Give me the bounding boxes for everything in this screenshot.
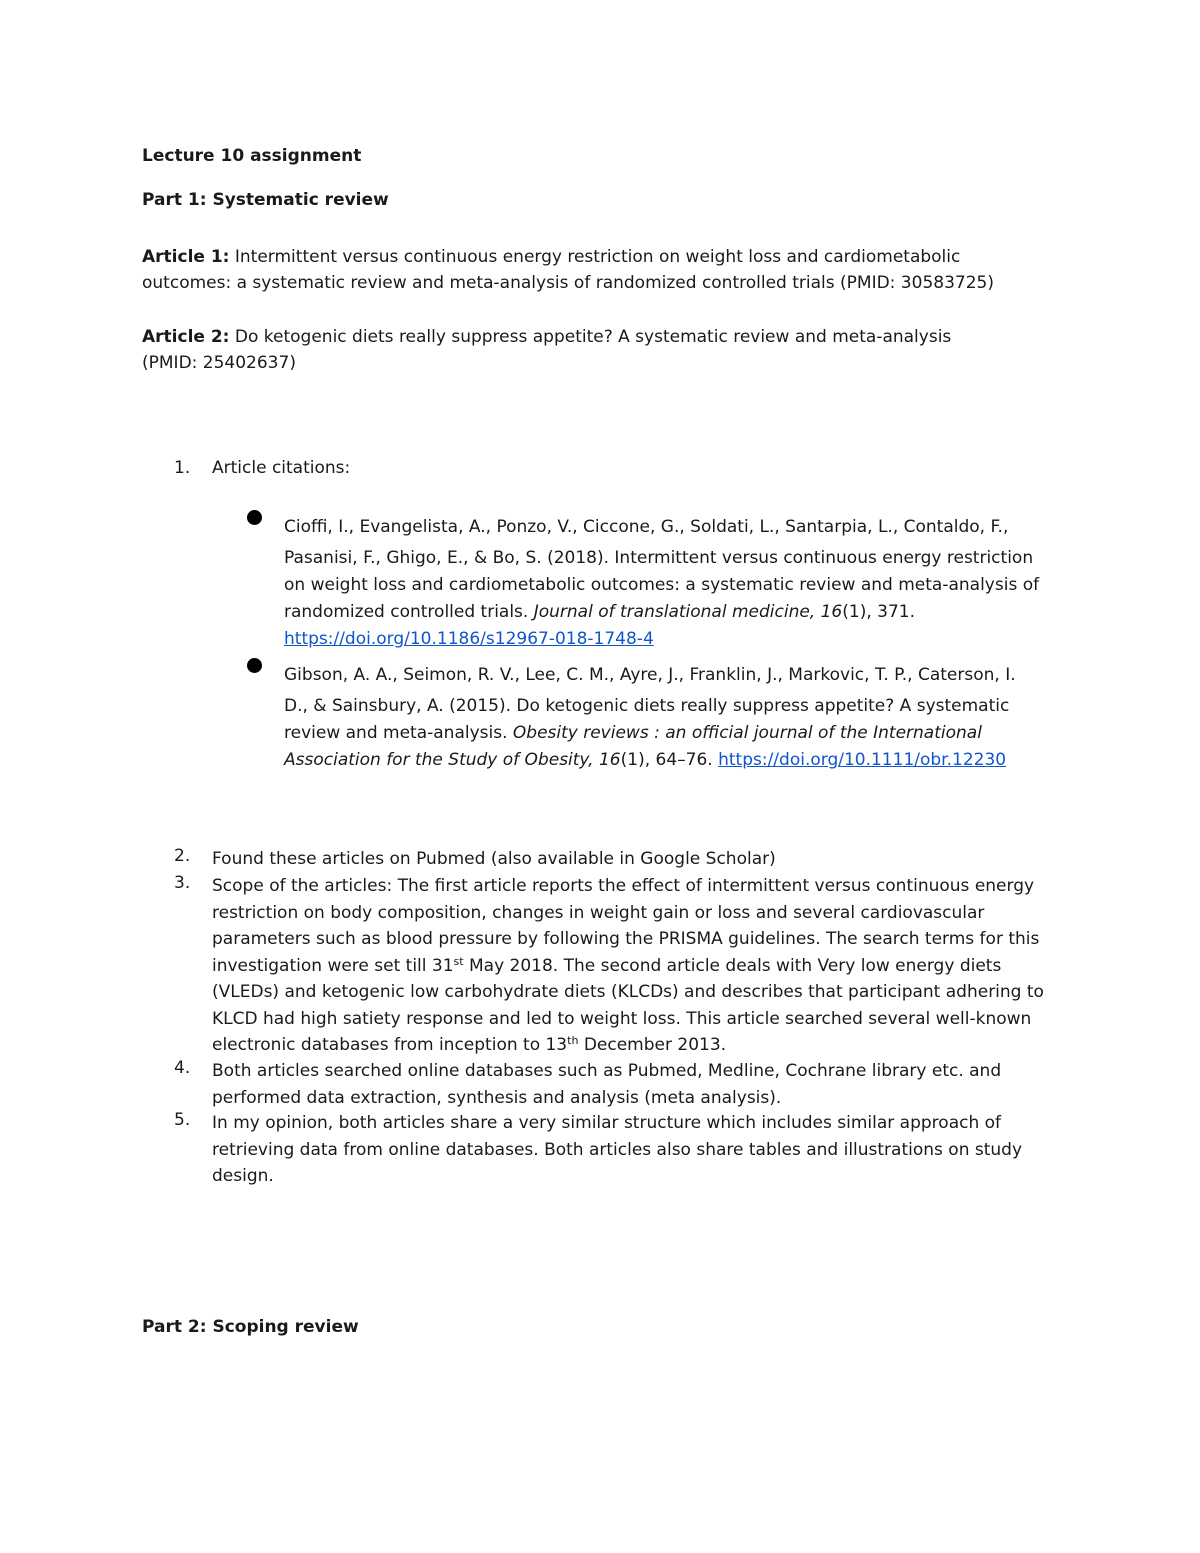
citation2-journal-b: Association for the Study of Obesity, 16 — [284, 750, 621, 770]
item4-number: 4. — [174, 1058, 191, 1078]
item1-number: 1. — [174, 458, 191, 478]
item3-line7a: electronic databases from inception to 13 — [212, 1035, 568, 1055]
citation1-line1: Cioffi, I., Evangelista, A., Ponzo, V., Ciccone, G., Soldati, L., Santarpia, L., Contaldo, F., — [284, 517, 1009, 537]
item3-line5: (VLEDs) and ketogenic low carbohydrate diets (KLCDs) and describes that participant adhering to — [212, 982, 1044, 1002]
item3-line3: parameters such as blood pressure by following the PRISMA guidelines. The search terms for this — [212, 929, 1040, 949]
citation2-doi-link[interactable]: https://doi.org/10.1111/obr.12230 — [718, 750, 1007, 770]
article1-line1: Intermittent versus continuous energy restriction on weight loss and cardiometabolic — [229, 247, 961, 267]
item3-line2: restriction on body composition, changes in weight gain or loss and several cardiovascular — [212, 902, 985, 923]
item4-text — [212, 1058, 1072, 1111]
item4-line2: performed data extraction, synthesis and analysis (meta analysis). — [212, 1087, 782, 1108]
citation2-journal-a: Obesity reviews : an official journal of the International — [512, 723, 982, 743]
bullet-icon — [247, 658, 262, 673]
citation1-post: (1), 371. — [842, 602, 915, 622]
citation2-post: (1), 64–76. — [620, 750, 719, 770]
bullet-icon — [247, 510, 262, 525]
article2-block — [142, 324, 951, 376]
citation2 — [284, 662, 1074, 774]
article2-label: Article 2: — [142, 327, 230, 347]
article1-block — [142, 244, 994, 296]
citation1-line3: on weight loss and cardiometabolic outcomes: a systematic review and meta-analysis of — [284, 575, 1040, 595]
item4-line1: Both articles searched online databases such as Pubmed, Medline, Cochrane library etc. and — [212, 1061, 1002, 1081]
item3-line1: Scope of the articles: The first article reports the effect of intermittent versus continuous energy — [212, 876, 1035, 896]
citation2-pre: review and meta-analysis. — [284, 723, 513, 743]
item3-line4b: May 2018. The second article deals with Very low energy diets — [463, 955, 1002, 976]
citation2-line2: D., & Sainsbury, A. (2015). Do ketogenic diets really suppress appetite? A systematic — [284, 696, 1010, 716]
item5-line1: In my opinion, both articles share a very similar structure which includes similar approach of — [212, 1113, 1002, 1133]
part2-heading: Part 2: Scoping review — [142, 1317, 359, 1337]
part1-heading: Part 1: Systematic review — [142, 190, 389, 210]
item5-line2: retrieving data from online databases. Both articles also share tables and illustrations on study — [212, 1139, 1023, 1160]
item5-line3: design. — [212, 1166, 274, 1186]
article1-label: Article 1: — [142, 247, 230, 267]
item3-line7b: December 2013. — [578, 1035, 727, 1055]
document-title: Lecture 10 assignment — [142, 146, 362, 166]
item1-text: Article citations: — [212, 458, 351, 478]
item3-text — [212, 873, 1072, 1059]
article2-line2: (PMID: 25402637) — [142, 353, 296, 373]
item3-number: 3. — [174, 873, 191, 893]
citation1-doi-link[interactable]: https://doi.org/10.1186/s12967-018-1748-4 — [284, 629, 654, 649]
item3-line4a: investigation were set till 31 — [212, 955, 454, 976]
item3-line6: KLCD had high satiety response and led to weight loss. This article searched several well-known — [212, 1008, 1032, 1029]
citation2-line1: Gibson, A. A., Seimon, R. V., Lee, C. M., Ayre, J., Franklin, J., Markovic, T. P., Caterson, I. — [284, 665, 1016, 685]
citation1 — [284, 514, 1074, 653]
item5-number: 5. — [174, 1110, 191, 1130]
item2-text: Found these articles on Pubmed (also available in Google Scholar) — [212, 849, 776, 869]
citation1-pre: randomized controlled trials. — [284, 602, 534, 622]
item2-number: 2. — [174, 846, 191, 866]
item3-line7-sup: th — [567, 1034, 579, 1047]
citation1-line2: Pasanisi, F., Ghigo, E., & Bo, S. (2018). Intermittent versus continuous energy restriction — [284, 548, 1034, 568]
article1-line2: outcomes: a systematic review and meta-analysis of randomized controlled trials (PMID: 30583725) — [142, 273, 994, 293]
article2-line1: Do ketogenic diets really suppress appetite? A systematic review and meta-analysis — [229, 327, 952, 347]
citation1-journal: Journal of translational medicine, 16 — [533, 602, 843, 622]
item5-text — [212, 1110, 1072, 1190]
item3-line4-sup: st — [453, 954, 464, 968]
